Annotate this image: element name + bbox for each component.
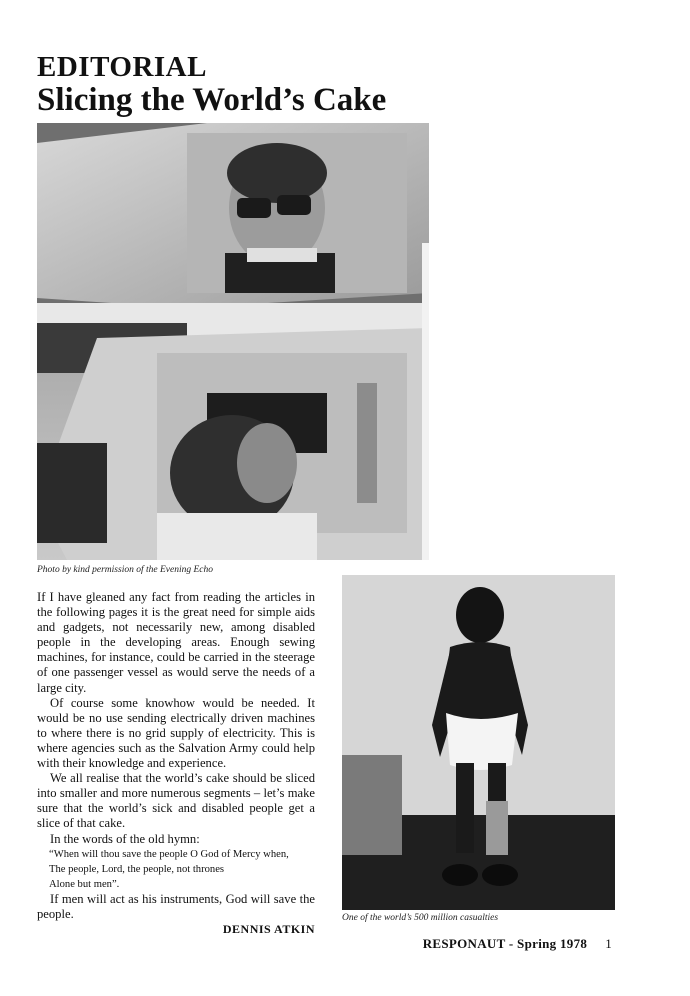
hymn-quote xyxy=(37,847,315,892)
iron-lung-photo xyxy=(37,123,429,560)
page-title: Slicing the World’s Cake xyxy=(37,82,387,118)
paragraph-2: Of course some knowhow would be needed. It would be no use sending electrically driven machines to where there is no grid supply of electricity. This is where agencies such as the Salvation Army could help with their knowledge and experience. xyxy=(37,695,315,771)
journal-name: RESPONAUT - Spring 1978 xyxy=(422,936,588,951)
paragraph-1: If I have gleaned any fact from reading the articles in the following pages it is the great need for simple aids and gadgets, not necessarily new, among disabled people in the developing areas. Enough sewing machines, for instance, could be carried in the steerage of one passenger vessel as would serve the needs of a large city. xyxy=(37,590,315,695)
paragraph-3: We all realise that the world’s cake should be sliced into smaller and more numerous segments – let’s make sure that the world’s sick and disabled people get a slice of that cake. xyxy=(37,771,315,831)
author-byline: DENNIS ATKIN xyxy=(222,921,315,936)
page-number: 1 xyxy=(605,936,612,951)
paragraph-4: In the words of the old hymn: xyxy=(50,831,200,846)
page-footer xyxy=(423,936,612,952)
section-kicker: EDITORIAL xyxy=(37,51,207,83)
article-body xyxy=(37,590,315,937)
top-photo-caption: Photo by kind permission of the Evening Echo xyxy=(37,565,213,575)
hymn-line: The people, Lord, the people, not thrones xyxy=(49,863,225,875)
hymn-line: Alone but men”. xyxy=(49,878,120,890)
child-photo-caption: One of the world’s 500 million casualties xyxy=(342,913,499,923)
child-photo xyxy=(342,575,615,910)
hymn-line: “When will thou save the people O God of Mercy when, xyxy=(49,848,289,860)
paragraph-closing: If men will act as his instruments, God will save the people. xyxy=(37,891,315,921)
